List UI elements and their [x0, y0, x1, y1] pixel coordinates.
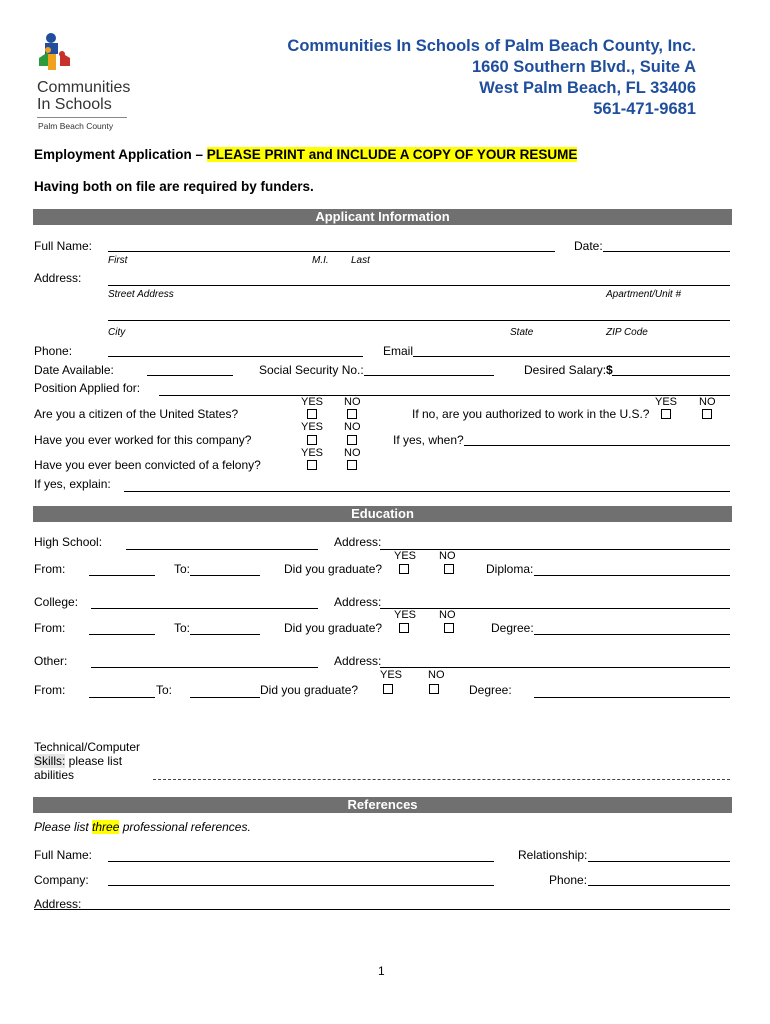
- references-instruction: [34, 820, 251, 834]
- ref-address-field[interactable]: [34, 909, 730, 910]
- yes-label: YES: [301, 421, 324, 433]
- skills-line-1: Technical/Computer: [34, 740, 141, 754]
- worked-question: Have you ever worked for this company?: [34, 433, 252, 447]
- logo-text-1: Communities: [37, 79, 131, 96]
- no-label: NO: [428, 669, 445, 681]
- no-label: NO: [344, 447, 361, 459]
- other-degree-label: Degree:: [469, 683, 512, 697]
- references-instruction-highlight: three: [92, 820, 120, 834]
- hs-from-field[interactable]: [89, 575, 155, 576]
- citizen-no-checkbox[interactable]: [347, 409, 357, 419]
- salary-label: [524, 363, 613, 377]
- ref-relationship-label: Relationship:: [518, 848, 588, 862]
- other-graduate-question: Did you graduate?: [260, 683, 359, 697]
- ref-full-name-field[interactable]: [108, 861, 494, 862]
- yes-label: YES: [301, 396, 324, 408]
- references-instruction-a: Please list: [34, 820, 93, 834]
- no-label: NO: [344, 396, 361, 408]
- org-phone: 561-471-9681: [593, 100, 696, 118]
- ref-address-label: Address:: [34, 897, 82, 911]
- ref-phone-field[interactable]: [588, 885, 730, 886]
- last-caption: Last: [351, 255, 370, 266]
- title-highlight: PLEASE PRINT and INCLUDE A COPY OF YOUR RESUME: [206, 147, 578, 162]
- date-available-field[interactable]: [147, 375, 233, 376]
- no-label: NO: [439, 550, 456, 562]
- page-number: 1: [378, 964, 385, 978]
- skills-label: [34, 740, 140, 782]
- diploma-field[interactable]: [534, 575, 730, 576]
- ref-phone-label: Phone:: [549, 873, 588, 887]
- other-address-field[interactable]: [380, 667, 730, 668]
- logo-text-2: In Schools: [37, 96, 112, 113]
- college-field[interactable]: [91, 608, 318, 609]
- no-label: NO: [699, 396, 716, 408]
- hs-address-field[interactable]: [380, 549, 730, 550]
- yes-label: YES: [394, 609, 417, 621]
- page-title: [34, 147, 577, 162]
- college-to-label: To:: [174, 621, 191, 635]
- full-name-label: Full Name:: [34, 239, 93, 253]
- college-from-field[interactable]: [89, 634, 155, 635]
- authorized-question: If no, are you authorized to work in the U.S.?: [412, 407, 650, 421]
- college-graduate-no-checkbox[interactable]: [444, 623, 454, 633]
- authorized-no-checkbox[interactable]: [702, 409, 712, 419]
- date-label: Date:: [574, 239, 603, 253]
- authorized-yes-checkbox[interactable]: [661, 409, 671, 419]
- zip-caption: ZIP Code: [606, 327, 648, 338]
- first-caption: First: [108, 255, 128, 266]
- position-label: Position Applied for:: [34, 381, 141, 395]
- other-degree-field[interactable]: [534, 697, 730, 698]
- hs-to-field[interactable]: [190, 575, 260, 576]
- ssn-label: Social Security No.:: [259, 363, 364, 377]
- street-caption: Street Address: [108, 289, 174, 300]
- high-school-field[interactable]: [126, 549, 318, 550]
- city-caption: City: [108, 327, 126, 338]
- org-address-line1: 1660 Southern Blvd., Suite A: [471, 58, 696, 76]
- ref-relationship-field[interactable]: [588, 861, 730, 862]
- ref-company-field[interactable]: [108, 885, 494, 886]
- applicant-section-header: Applicant Information: [33, 209, 732, 225]
- page-subtitle: Having both on file are required by funders.: [34, 179, 314, 194]
- other-label: Other:: [34, 654, 68, 668]
- high-school-label: High School:: [34, 535, 103, 549]
- citizen-yes-checkbox[interactable]: [307, 409, 317, 419]
- felony-question: Have you ever been convicted of a felony?: [34, 458, 261, 472]
- apt-caption: Apartment/Unit #: [606, 289, 682, 300]
- when-field[interactable]: [464, 445, 730, 446]
- citizen-question: Are you a citizen of the United States?: [34, 407, 239, 421]
- felony-no-checkbox[interactable]: [347, 460, 357, 470]
- college-to-field[interactable]: [190, 634, 260, 635]
- college-from-label: From:: [34, 621, 66, 635]
- other-to-field[interactable]: [190, 697, 260, 698]
- references-section-header: References: [33, 797, 732, 813]
- worked-yes-checkbox[interactable]: [307, 435, 317, 445]
- other-field[interactable]: [91, 667, 318, 668]
- email-label: Email: [383, 344, 414, 358]
- no-label: NO: [344, 421, 361, 433]
- college-label: College:: [34, 595, 79, 609]
- full-name-field[interactable]: [108, 251, 555, 252]
- hs-graduate-yes-checkbox[interactable]: [399, 564, 409, 574]
- worked-no-checkbox[interactable]: [347, 435, 357, 445]
- yes-label: YES: [655, 396, 678, 408]
- yes-label: YES: [394, 550, 417, 562]
- other-graduate-no-checkbox[interactable]: [429, 684, 439, 694]
- skills-word: Skills:: [34, 754, 66, 768]
- hs-graduate-question: Did you graduate?: [284, 562, 383, 576]
- skills-line-3: abilities: [34, 768, 75, 782]
- date-available-label: Date Available:: [34, 363, 114, 377]
- other-graduate-yes-checkbox[interactable]: [383, 684, 393, 694]
- other-from-label: From:: [34, 683, 66, 697]
- skills-line-2: [34, 754, 140, 768]
- references-instruction-b: professional references.: [119, 820, 251, 834]
- ssn-field[interactable]: [364, 375, 494, 376]
- logo-divider: [37, 117, 127, 118]
- logo-figures-icon: [34, 32, 74, 78]
- email-field[interactable]: [413, 356, 730, 357]
- other-from-field[interactable]: [89, 697, 155, 698]
- yes-label: YES: [301, 447, 324, 459]
- hs-to-label: To:: [174, 562, 191, 576]
- college-degree-label: Degree:: [491, 621, 534, 635]
- address-label: Address:: [34, 271, 82, 285]
- phone-label: Phone:: [34, 344, 73, 358]
- skills-field[interactable]: [153, 779, 730, 780]
- no-label: NO: [439, 609, 456, 621]
- explain-label: If yes, explain:: [34, 477, 111, 491]
- ref-company-label: Company:: [34, 873, 89, 887]
- hs-from-label: From:: [34, 562, 66, 576]
- state-caption: State: [510, 327, 534, 338]
- felony-yes-checkbox[interactable]: [307, 460, 317, 470]
- education-section-header: Education: [33, 506, 732, 522]
- other-address-label: Address:: [334, 654, 382, 668]
- org-name: Communities In Schools of Palm Beach County, Inc.: [287, 37, 696, 55]
- logo-subtext: Palm Beach County: [38, 121, 114, 131]
- college-graduate-yes-checkbox[interactable]: [399, 623, 409, 633]
- org-address-line2: West Palm Beach, FL 33406: [479, 79, 696, 97]
- college-address-label: Address:: [334, 595, 382, 609]
- college-address-field[interactable]: [380, 608, 730, 609]
- date-field[interactable]: [603, 251, 730, 252]
- when-label: If yes, when?: [393, 433, 464, 447]
- salary-label-text: Desired Salary:: [524, 363, 607, 377]
- hs-graduate-no-checkbox[interactable]: [444, 564, 454, 574]
- street-address-field[interactable]: [108, 285, 730, 286]
- city-field[interactable]: [108, 320, 730, 321]
- explain-field[interactable]: [124, 491, 730, 492]
- yes-label: YES: [380, 669, 403, 681]
- college-graduate-question: Did you graduate?: [284, 621, 383, 635]
- college-degree-field[interactable]: [534, 634, 730, 635]
- position-field[interactable]: [159, 395, 730, 396]
- salary-field[interactable]: [612, 375, 730, 376]
- salary-symbol: $: [606, 363, 613, 377]
- mi-caption: M.I.: [312, 255, 329, 266]
- diploma-label: Diploma:: [486, 562, 534, 576]
- other-to-label: To:: [156, 683, 173, 697]
- org-logo: [32, 32, 142, 134]
- hs-address-label: Address:: [334, 535, 382, 549]
- ref-full-name-label: Full Name:: [34, 848, 93, 862]
- title-prefix: Employment Application –: [34, 147, 207, 162]
- skills-please-list: please list: [65, 754, 123, 768]
- phone-field[interactable]: [108, 356, 363, 357]
